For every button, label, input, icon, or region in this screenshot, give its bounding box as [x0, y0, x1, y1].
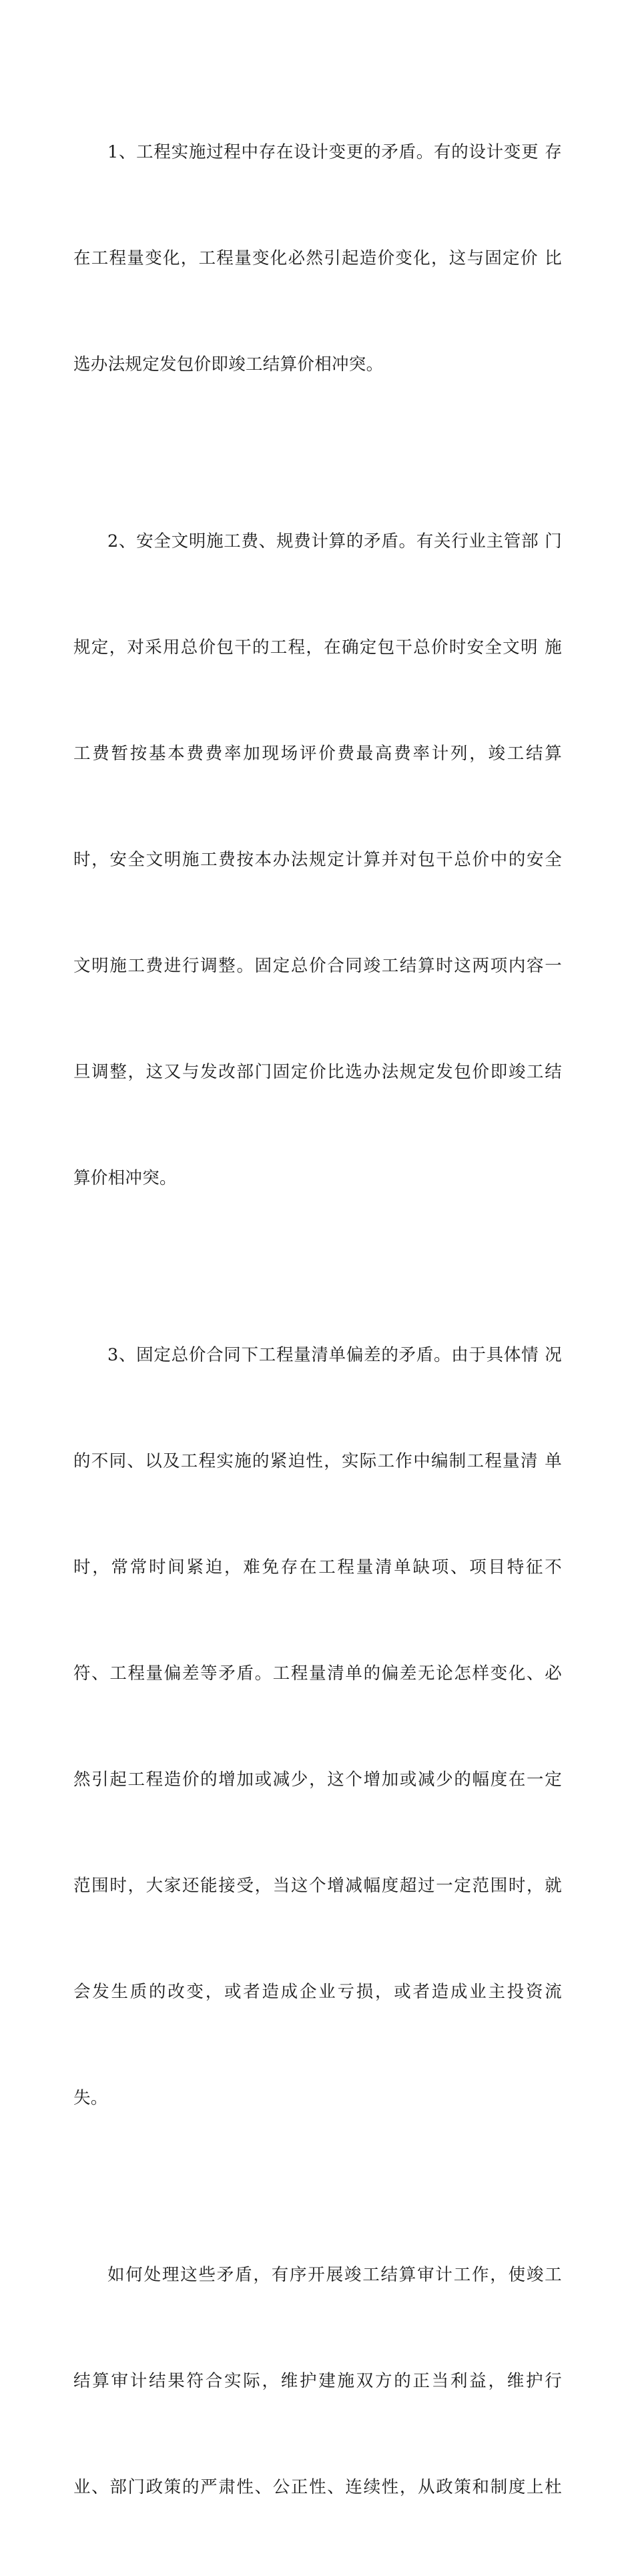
text-line: 工费暂按基本费费率加现场评价费最高费率计列，竣工结算: [73, 744, 562, 764]
text-line: 1、工程实施过程中存在设计变更的矛盾。有的设计变更 存: [107, 142, 562, 162]
text-line: 规定，对采用总价包干的工程，在确定包干总价时安全文明 施: [73, 637, 562, 658]
text-line: 时，安全文明施工费按本办法规定计算并对包干总价中的安全: [73, 850, 562, 870]
text-line: 的不同、以及工程实施的紧迫性，实际工作中编制工程量清 单: [73, 1451, 562, 1471]
text-line: 3、固定总价合同下工程量清单偏差的矛盾。由于具体情 况: [107, 1345, 562, 1365]
paragraph-quantity-deviation: [73, 1267, 562, 2187]
paragraph-design-change: [73, 64, 562, 453]
text-line: 业、部门政策的严肃性、公正性、连续性，从政策和制度上杜: [73, 2477, 562, 2497]
text-line: 算价相冲突。: [73, 1168, 177, 1188]
text-line: 范围时，大家还能接受，当这个增减幅度超过一定范围时，就: [73, 1876, 562, 1896]
text-line: 文明施工费进行调整。固定总价合同竣工结算时这两项内容一: [73, 956, 562, 976]
text-line: 2、安全文明施工费、规费计算的矛盾。有关行业主管部 门: [107, 531, 562, 551]
document-body: [73, 64, 562, 2576]
text-line: 失。: [73, 2088, 108, 2108]
text-line: 符、工程量偏差等矛盾。工程量清单的偏差无论怎样变化、必: [73, 1663, 562, 1684]
text-line: 旦调整，这又与发改部门固定价比选办法规定发包价即竣工结: [73, 1062, 562, 1082]
text-line: 如何处理这些矛盾，有序开展竣工结算审计工作，使竣工: [107, 2265, 562, 2285]
text-line: 然引起工程造价的增加或减少，这个增加或减少的幅度在一定: [73, 1770, 562, 1790]
text-line: 会发生质的改变，或者造成企业亏损，或者造成业主投资流: [73, 1982, 562, 2002]
paragraph-how-to-handle: [73, 2187, 562, 2576]
text-line: 结算审计结果符合实际，维护建施双方的正当利益，维护行: [73, 2371, 562, 2391]
text-line: 时，常常时间紧迫，难免存在工程量清单缺项、项目特征不: [73, 1557, 562, 1577]
text-line: 在工程量变化，工程量变化必然引起造价变化，这与固定价 比: [73, 248, 562, 268]
paragraph-safety-fee: [73, 453, 562, 1267]
text-line: 选办法规定发包价即竣工结算价相冲突。: [73, 354, 384, 374]
